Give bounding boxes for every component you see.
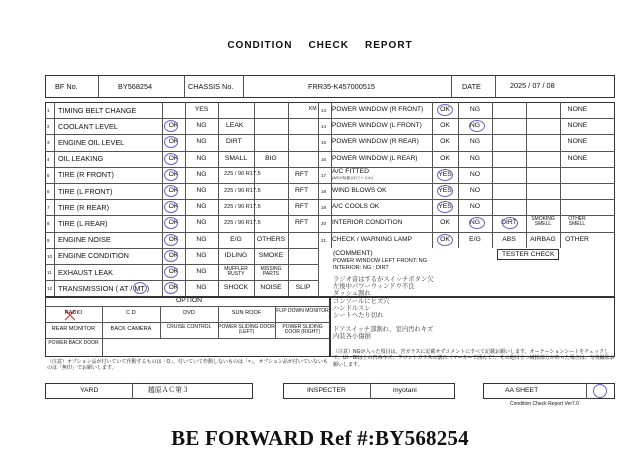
col-divider: [492, 151, 493, 167]
opt-none: NONE: [567, 106, 588, 113]
opt-2: NO: [469, 170, 481, 178]
opt-dirt: DIRT: [501, 219, 517, 227]
opt-none: NONE: [567, 122, 588, 130]
col-divider: [218, 134, 219, 150]
item-label: POWER WINDOW (R REAR): [332, 138, 419, 146]
ok-circle-mark: [164, 169, 178, 181]
row-divider: [45, 280, 318, 281]
row-divider: [318, 183, 615, 184]
comment-line-2: INTERIOR: NG : DIRT: [333, 265, 389, 271]
yard-value: 越原ＡＣ第３: [148, 387, 189, 394]
col-divider: [54, 232, 55, 248]
col-divider: [560, 183, 561, 199]
opt-ng: NG: [196, 235, 207, 243]
option-item: POWER BACK DOOR: [48, 340, 99, 346]
inspector-label: INSPECTER: [307, 387, 346, 394]
comment-box-lower: [330, 297, 615, 357]
col-divider: [526, 134, 527, 150]
col-divider: [54, 151, 55, 167]
row-divider: [318, 134, 615, 135]
option-item: C D: [126, 310, 136, 316]
opt-other: OTHER: [565, 235, 589, 243]
opt-1: OK: [440, 219, 450, 227]
opt-slip: SLIP: [295, 284, 311, 292]
item-number: 9: [47, 237, 50, 243]
item-number: 18: [321, 189, 327, 194]
row-divider: [45, 151, 318, 152]
opt-1: OK: [440, 235, 450, 243]
footer-ref: BE FORWARD Ref #:BY568254: [171, 426, 469, 450]
date-value: 2025 / 07 / 08: [510, 81, 555, 90]
row-divider: [318, 118, 615, 119]
selection-circle-mark: [437, 169, 453, 181]
item-label: TIRE (L FRONT): [58, 186, 113, 196]
item-number: 19: [321, 205, 327, 211]
opt-b: OTHERS: [256, 235, 286, 243]
item-number: 5: [47, 172, 50, 178]
opt-ng: NG: [196, 138, 207, 146]
col-divider: [54, 134, 55, 150]
comment-line-1: POWER WINDOW LEFT FRONT: NG: [333, 258, 428, 264]
item-label: EXHAUST LEAK: [58, 267, 114, 277]
col-divider: [331, 167, 332, 183]
item-label: COOLANT LEVEL: [58, 121, 118, 131]
col-divider: [162, 102, 163, 118]
row-divider: [45, 183, 318, 184]
col-divider: [331, 134, 332, 150]
col-divider: [331, 199, 332, 215]
item-number: 11: [47, 270, 52, 275]
item-label: TIRE (L REAR): [58, 218, 108, 228]
col-divider: [54, 280, 55, 296]
ok-circle-mark: [164, 153, 178, 165]
row-divider: [45, 264, 318, 265]
opt-missing: MISSING PARTS: [260, 266, 282, 277]
col-divider: [288, 232, 289, 248]
col-divider: [492, 183, 493, 199]
option-item: SUN ROOF: [231, 310, 262, 316]
opt-shock: SHOCK: [223, 284, 249, 292]
opt-ok: OK: [168, 219, 179, 227]
opt-other-smell: OTHER SMELL: [568, 216, 586, 228]
aa-sheet-circle: [593, 384, 607, 398]
item-number: 17: [321, 172, 327, 178]
opt-ok: OK: [168, 170, 179, 178]
item-label: POWER WINDOW (L REAR): [332, 154, 418, 162]
item-label: A/C FITTED: [332, 168, 370, 176]
comment-handwriting-2: ドアスイッチ部割れ、室内汚れキズ 内装各小傷損: [333, 326, 434, 341]
col-divider: [331, 215, 332, 231]
bf-value: BY568254: [118, 82, 153, 91]
ok-circle-mark: [164, 234, 178, 246]
yard-label: YARD: [80, 387, 99, 394]
km-label: KM: [309, 106, 317, 112]
item-number: 15: [321, 140, 327, 146]
option-item: CRUISE CONTROL: [166, 324, 212, 330]
item-label: ENGINE CONDITION: [58, 251, 129, 261]
opt-rft: RFT: [295, 187, 309, 194]
tire-size: 225 / 90 R17.5: [224, 187, 261, 194]
item-number: 4: [47, 156, 50, 162]
opt-rft: RFT: [295, 219, 309, 227]
col-divider: [254, 134, 255, 150]
item-number: 14: [321, 124, 327, 130]
col-divider: [288, 215, 289, 231]
opt-ng: NG: [196, 251, 207, 259]
opt-none: NONE: [567, 154, 588, 162]
col-divider: [54, 248, 55, 264]
opt-a: IDLING: [224, 251, 248, 259]
col-divider: [102, 338, 103, 357]
option-item: BACK CAMERA: [110, 326, 152, 332]
opt-ng: NG: [196, 154, 207, 162]
col-divider: [492, 199, 493, 215]
item-number: 2: [47, 124, 50, 130]
col-divider: [254, 118, 255, 134]
tester-check-label: TESTER CHECK: [502, 251, 555, 258]
item-number: 1: [47, 108, 50, 113]
col-divider: [288, 199, 289, 215]
item-label: TIRE (R REAR): [58, 202, 110, 212]
opt-noise: NOISE: [260, 284, 282, 292]
opt-abs: ABS: [502, 235, 516, 243]
option-item: RADIO: [64, 310, 83, 316]
opt-2: NG: [469, 154, 481, 162]
opt-1: YES: [438, 187, 452, 194]
opt-2: NG: [469, 122, 481, 130]
opt-ng: NG: [196, 219, 207, 227]
col-divider: [54, 102, 55, 118]
col-divider: [218, 183, 219, 199]
option-item: DVD: [183, 310, 195, 316]
row-divider: [45, 167, 318, 168]
opt-ng: NG: [196, 170, 207, 178]
opt-airbag: AIRBAG: [530, 235, 556, 243]
item-number: 10: [47, 253, 53, 259]
col-divider: [331, 118, 332, 134]
col-divider: [492, 118, 493, 134]
col-divider: [560, 167, 561, 183]
item-label: ENGINE NOISE: [58, 235, 111, 245]
tire-size: 225 / 90 R17.5: [224, 219, 261, 226]
item-number: 3: [47, 140, 50, 146]
opt-2: NO: [469, 203, 481, 211]
col-divider: [526, 199, 527, 215]
opt-1: OK: [440, 106, 450, 113]
col-divider: [560, 199, 561, 215]
opt-1: YES: [438, 203, 452, 211]
opt-muffler: MUFFLER RUSTY: [224, 266, 248, 277]
item-label: ENGINE OIL LEVEL: [58, 137, 125, 147]
option-item: POWER SLIDING DOOR (LEFT): [218, 324, 275, 335]
opt-extra: DIRT: [226, 138, 242, 146]
opt-ok: OK: [168, 187, 179, 194]
item-number: 12: [47, 286, 53, 292]
opt-2: NG: [469, 138, 481, 146]
ok-circle-mark: [164, 185, 178, 197]
opt-ok: OK: [168, 251, 179, 259]
col-divider: [218, 167, 219, 183]
item-label: TIMING BELT CHANGE: [58, 105, 137, 115]
item-sublabel: (A/Cが装備されているか): [332, 175, 373, 180]
row-divider: [318, 232, 615, 233]
item-label: TRANSMISSION ( AT / MT ): [58, 283, 150, 293]
row-divider: [45, 232, 318, 233]
item-number: 7: [47, 205, 50, 211]
col-divider: [54, 264, 55, 280]
col-divider: [331, 102, 332, 118]
option-note: （注意）オプション品が付いていて作動するものは「O」、付いていて作動しないものは「×」。オプション品が付いていないものは「無印」でお願いします。: [47, 359, 328, 372]
col-divider: [288, 102, 289, 118]
option-label: OPTION: [176, 297, 203, 304]
report-title: CONDITION CHECK REPORT: [227, 40, 413, 51]
opt-none: NONE: [567, 138, 588, 146]
tire-size: 225 / 90 R17.5: [224, 171, 261, 178]
col-divider: [331, 151, 332, 167]
item-number: 13: [321, 108, 327, 113]
row-divider: [45, 215, 318, 216]
col-divider: [54, 215, 55, 231]
col-divider: [218, 215, 219, 231]
col-divider: [54, 199, 55, 215]
opt-ok: OK: [168, 203, 179, 211]
opt-2: NG: [469, 106, 481, 113]
comment-label: (COMMENT): [333, 250, 373, 257]
col-divider: [54, 118, 55, 134]
col-divider: [288, 248, 289, 264]
col-divider: [492, 167, 493, 183]
col-divider: [331, 232, 332, 248]
col-divider: [288, 118, 289, 134]
col-divider: [254, 102, 255, 118]
comment-handwriting: ラジオ音はするがスイッチボタン欠 左後中パワーウィンドウ不良 ダッシュ割れ コンソールにヒズ穴 ハンドルスレ シートヘたり切れ: [333, 276, 434, 320]
opt-ng: NG: [196, 187, 207, 194]
chassis-value: FRR35-K457000515: [308, 82, 375, 91]
item-number: 8: [47, 221, 50, 227]
ok-circle-mark: [164, 250, 178, 262]
ng-note: （注意）NGが入った項目は、宮ガラスに記載せずコメントにすべて記載お願いします。オーテーションシートをチェックして、UI・BIは上の凹みキズ、フロントガラスの割れ（マーカーで囲んで）、その他目立つ破損部分があった場合は、写真撮影お願いします。: [333, 349, 615, 368]
opt-ok: OK: [168, 235, 179, 243]
col-divider: [288, 167, 289, 183]
ok-circle-mark: [164, 266, 178, 278]
item-number: 21: [321, 237, 327, 243]
opt-ok: OK: [168, 268, 179, 275]
aa-sheet-label: AA SHEET: [505, 387, 539, 394]
opt-ok: OK: [168, 138, 179, 146]
inspector-value: myotani: [393, 387, 417, 394]
opt-ok: OK: [168, 154, 179, 162]
item-number: 20: [321, 221, 327, 227]
row-divider: [45, 134, 318, 135]
item-label: POWER WINDOW (L FRONT): [332, 122, 422, 130]
item-label: WIND BLOWS OK: [332, 187, 387, 194]
col-divider: [288, 134, 289, 150]
chassis-label: CHASSIS No.: [188, 82, 234, 91]
col-divider: [288, 151, 289, 167]
row-divider: [45, 248, 318, 249]
col-divider: [526, 151, 527, 167]
opt-1: OK: [440, 154, 450, 162]
opt-a: SMALL: [224, 154, 248, 162]
opt-ok: OK: [168, 284, 179, 292]
bf-label: BF No.: [55, 82, 78, 91]
col-divider: [526, 118, 527, 134]
col-divider: [54, 167, 55, 183]
version-label: Condition Check Report Ver7.0: [510, 401, 579, 407]
opt-1: OK: [440, 122, 450, 130]
selection-circle-mark: [437, 185, 453, 197]
item-label: POWER WINDOW (R FRONT): [332, 106, 424, 113]
row-divider: [45, 199, 318, 200]
col-divider: [54, 183, 55, 199]
opt-ok: OK: [168, 122, 179, 130]
col-divider: [288, 183, 289, 199]
opt-b: BIG: [265, 154, 277, 162]
opt-smoking: SMOKING SMELL: [531, 216, 555, 228]
opt-rft: RFT: [295, 170, 309, 178]
col-divider: [492, 102, 493, 118]
row-divider: [45, 118, 318, 119]
col-divider: [288, 264, 289, 280]
opt-rft: RFT: [295, 203, 309, 211]
tire-size: 225 / 90 R17.5: [224, 203, 261, 210]
col-divider: [526, 183, 527, 199]
opt-1: YES: [438, 170, 452, 178]
opt-2: NO: [469, 187, 481, 194]
row-divider: [318, 199, 615, 200]
col-divider: [218, 102, 219, 118]
col-divider: [218, 118, 219, 134]
item-label: A/C COOLS OK: [332, 203, 380, 211]
opt-extra: LEAK: [226, 122, 244, 130]
col-divider: [526, 102, 527, 118]
opt-2: E/G: [469, 235, 481, 243]
opt-cell: YES: [194, 106, 209, 113]
opt-a: E/G: [230, 235, 242, 243]
opt-ng: NG: [196, 284, 207, 292]
opt-ng: NG: [196, 122, 207, 130]
opt-2: NG: [469, 219, 481, 227]
row-divider: [318, 151, 615, 152]
item-label: CHECK / WARNING LAMP: [332, 235, 412, 243]
opt-ng: NG: [196, 268, 207, 275]
item-label: INTERIOR CONDITION: [332, 219, 403, 227]
item-number: 16: [321, 156, 327, 162]
col-divider: [526, 167, 527, 183]
item-label: OIL LEAKING: [58, 154, 104, 164]
option-item: REAR MONITOR: [51, 326, 96, 332]
selection-circle-mark: [437, 234, 453, 246]
opt-1: OK: [440, 138, 450, 146]
col-divider: [492, 134, 493, 150]
col-divider: [218, 199, 219, 215]
option-item: FLIP DOWN MONITOR: [276, 308, 329, 314]
item-number: 6: [47, 189, 50, 194]
opt-ng: NG: [196, 203, 207, 211]
date-label: DATE: [462, 82, 481, 91]
option-item: POWER SLIDING DOOR (RIGHT): [282, 324, 323, 335]
item-label: TIRE (R FRONT): [58, 170, 114, 180]
opt-b: SMOKE: [258, 251, 284, 259]
selection-circle-mark: [437, 104, 453, 116]
col-divider: [331, 183, 332, 199]
